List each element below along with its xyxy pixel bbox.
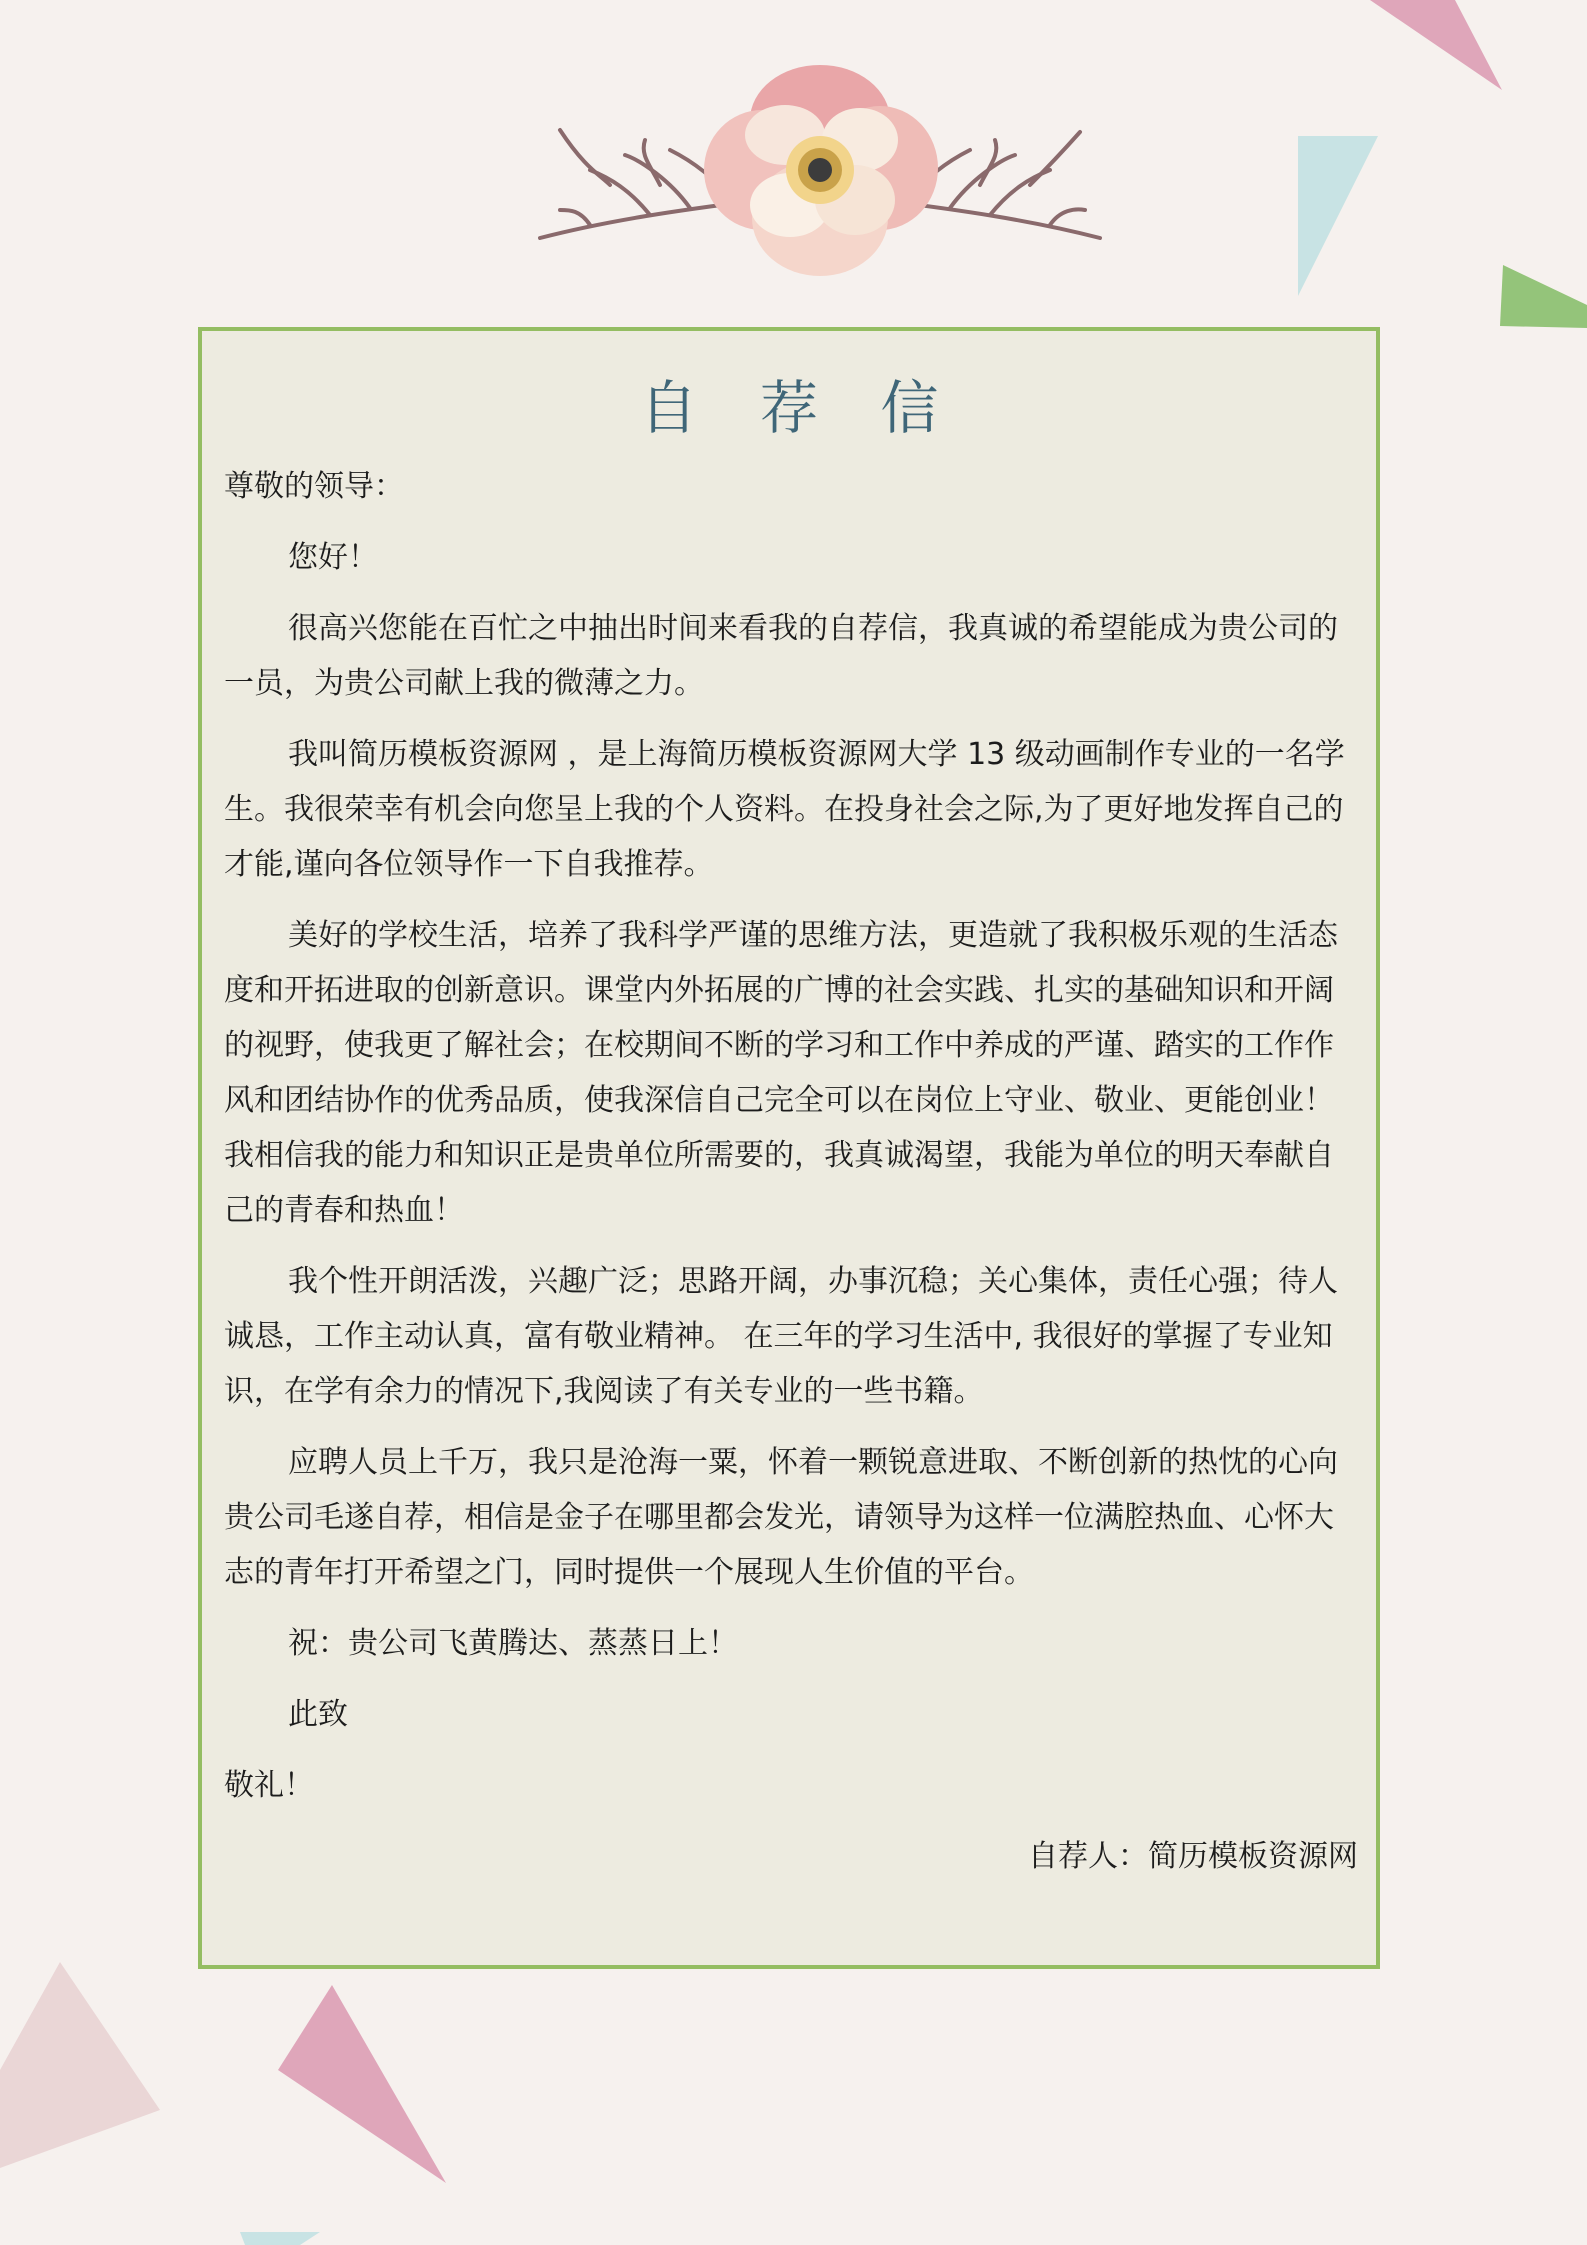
salutation: 尊敬的领导： — [224, 469, 404, 504]
flower-illustration — [530, 60, 1110, 290]
blue-triangle-bottom — [240, 2232, 320, 2245]
paragraph-4: 我个性开朗活泼，兴趣广泛；思路开阔，办事沉稳；关心集体，责任心强；待人诚恳，工作主动认真，富有敬业精神。 在三年的学习生活中, 我很好的掌握了专业知识，在学有余力的情况下,我阅读了有关专业的一些书籍。 — [224, 1264, 1338, 1409]
paragraph-2: 我叫简历模板资源网 ，是上海简历模板资源网大学 13 级动画制作专业的一名学生。我很荣幸有机会向您呈上我的个人资料。在投身社会之际,为了更好地发挥自己的才能,谨向各位领导作一下自我推荐。 — [224, 737, 1345, 882]
paragraph-3: 美好的学校生活，培养了我科学严谨的思维方法，更造就了我积极乐观的生活态度和开拓进取的创新意识。课堂内外拓展的广博的社会实践、扎实的基础知识和开阔的视野，使我更了解社会；在校期间不断的学习和工作中养成的严谨、踏实的工作作风和团结协作的优秀品质，使我深信自己完全可以在岗位上守业、敬业、更能创业！我相信我的能力和知识正是贵单位所需要的，我真诚渴望，我能为单位的明天奉献自己的青春和热血！ — [224, 918, 1338, 1228]
signature: 自荐人：简历模板资源网 — [1028, 1839, 1358, 1874]
pink-triangle-bottom-left — [278, 1985, 446, 2183]
flower-icon — [704, 65, 938, 276]
letter-title: 自 荐 信 — [639, 374, 961, 442]
light-pink-triangle-bottom-left — [0, 1962, 160, 2168]
blue-triangle-top-right — [1298, 136, 1378, 296]
paragraph-1: 很高兴您能在百忙之中抽出时间来看我的自荐信，我真诚的希望能成为贵公司的一员，为贵公司献上我的微薄之力。 — [224, 611, 1338, 701]
salute-line: 敬礼！ — [224, 1768, 314, 1803]
paragraph-5: 应聘人员上千万，我只是沧海一粟，怀着一颗锐意进取、不断创新的热忱的心向贵公司毛遂自荐，相信是金子在哪里都会发光，请领导为这样一位满腔热血、心怀大志的青年打开希望之门，同时提供一个展现人生价值的平台。 — [224, 1445, 1338, 1590]
letter-body — [224, 459, 1358, 1900]
pink-triangle-top-right — [1370, 0, 1502, 90]
greeting: 您好！ — [288, 540, 378, 575]
letter-card — [198, 327, 1380, 1969]
green-triangle-right — [1500, 265, 1587, 328]
closing-line: 此致 — [288, 1697, 348, 1732]
wish-line: 祝：贵公司飞黄腾达、蒸蒸日上！ — [288, 1626, 738, 1661]
